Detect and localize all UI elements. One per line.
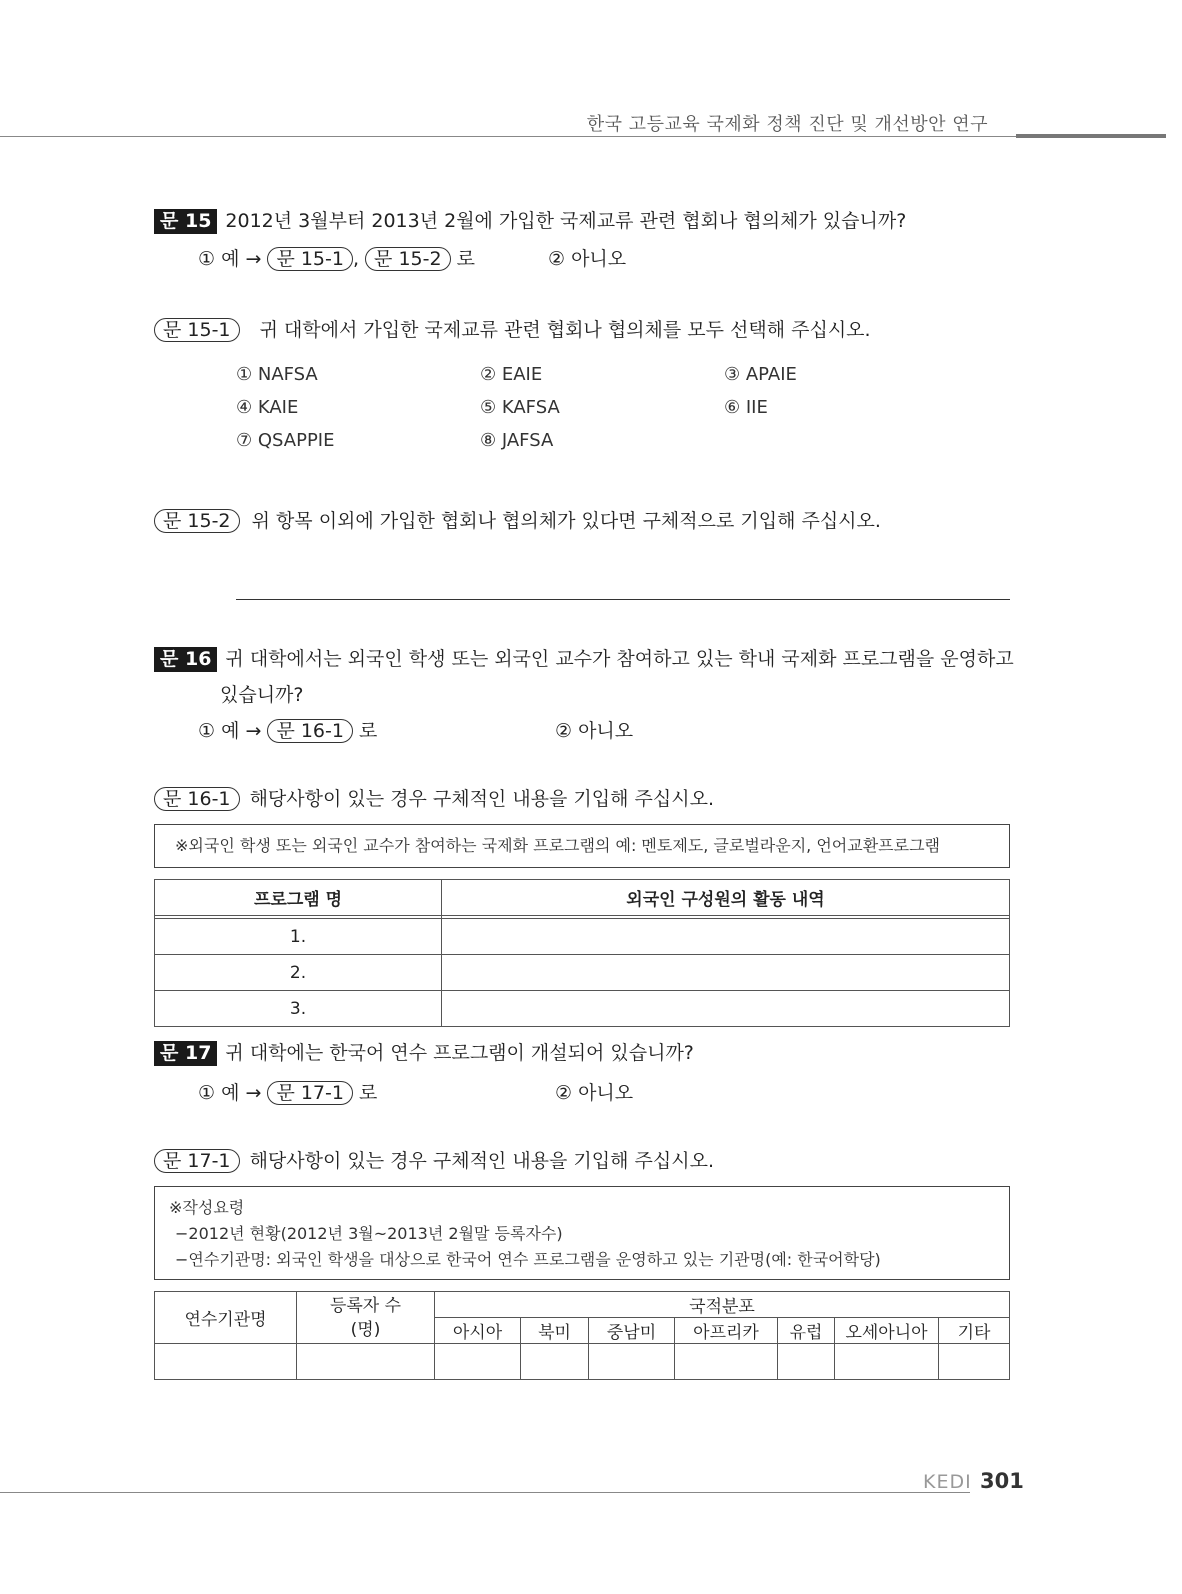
ref-q15-1: 문 15-1: [267, 247, 353, 271]
input-cell[interactable]: [155, 1344, 297, 1380]
table-row: [155, 919, 1010, 955]
option-label: ① 예 →: [198, 720, 262, 742]
table-row: [155, 1344, 1010, 1380]
header-region-europe: 유럽: [778, 1318, 835, 1344]
choice-qsappie[interactable]: ⑦ QSAPPIE: [236, 430, 335, 451]
header-nationality: 국적분포: [435, 1292, 1010, 1318]
question-16-continued: 있습니까?: [220, 684, 304, 706]
input-cell[interactable]: [675, 1344, 778, 1380]
answer-write-line[interactable]: [236, 599, 1010, 600]
input-cell[interactable]: [297, 1344, 435, 1380]
page-number: 301: [980, 1469, 1024, 1493]
header-enrollment-line2: (명): [350, 1319, 381, 1340]
question-text: 해당사항이 있는 경우 구체적인 내용을 기입해 주십시오.: [249, 788, 714, 810]
question-badge: 문 17: [154, 1041, 217, 1066]
goto-label: 로: [456, 248, 475, 270]
choice-iie[interactable]: ⑥ IIE: [724, 397, 768, 418]
header-region-other: 기타: [939, 1318, 1010, 1344]
footer-rule: [0, 1492, 970, 1493]
input-cell[interactable]: [835, 1344, 939, 1380]
header-rule: [0, 136, 1016, 137]
header-region-asia: 아시아: [435, 1318, 521, 1344]
activity-cell[interactable]: [442, 919, 1010, 955]
table-header-row: [155, 880, 1010, 916]
q15-option-yes[interactable]: [198, 244, 475, 271]
header-activity-details: 외국인 구성원의 활동 내역: [442, 880, 1010, 916]
input-cell[interactable]: [435, 1344, 521, 1380]
q15-option-no[interactable]: ② 아니오: [548, 248, 627, 270]
input-cell[interactable]: [778, 1344, 835, 1380]
input-cell[interactable]: [939, 1344, 1010, 1380]
question-16-1: [154, 786, 714, 812]
header-region-africa: 아프리카: [675, 1318, 778, 1344]
ref-q16-1-label: 문 16-1: [154, 787, 240, 811]
input-cell[interactable]: [521, 1344, 589, 1380]
choice-eaie[interactable]: ② EAIE: [480, 364, 543, 385]
program-table: [154, 879, 1010, 1027]
question-15-2: [154, 508, 881, 534]
q16-option-yes[interactable]: [198, 716, 377, 743]
instructions-line-2: −연수기관명: 외국인 학생을 대상으로 한국어 연수 프로그램을 운영하고 있는 기관명(예: 한국어학당): [175, 1250, 881, 1269]
input-cell[interactable]: [589, 1344, 675, 1380]
question-text: 위 항목 이외에 가입한 협회나 협의체가 있다면 구체적으로 기입해 주십시오.: [251, 510, 881, 532]
header-institution: 연수기관명: [155, 1292, 297, 1344]
table-row: [155, 991, 1010, 1027]
option-label: ① 예 →: [198, 248, 262, 270]
question-text: 해당사항이 있는 경우 구체적인 내용을 기입해 주십시오.: [249, 1150, 714, 1172]
q17-option-yes[interactable]: [198, 1078, 377, 1105]
header-enrollment: [297, 1292, 435, 1344]
row-number: 2.: [155, 955, 442, 991]
header-program-name: 프로그램 명: [155, 880, 442, 916]
table-row: [155, 955, 1010, 991]
header-region-north-america: 북미: [521, 1318, 589, 1344]
option-label: ① 예 →: [198, 1082, 262, 1104]
ref-q16-1: 문 16-1: [267, 719, 353, 743]
question-text: 2012년 3월부터 2013년 2월에 가입한 국제교류 관련 협회나 협의체가 있습니까?: [225, 210, 907, 232]
question-17: [154, 1040, 694, 1066]
row-number: 1.: [155, 919, 442, 955]
goto-label: 로: [359, 1082, 378, 1104]
question-16: [154, 646, 1014, 672]
question-15: [154, 208, 906, 234]
choice-apaie[interactable]: ③ APAIE: [724, 364, 797, 385]
question-text: 귀 대학에서는 외국인 학생 또는 외국인 교수가 참여하고 있는 학내 국제화 프로그램을 운영하고: [225, 648, 1014, 670]
header-region-latin-america: 중남미: [589, 1318, 675, 1344]
header-accent-bar: [1016, 134, 1166, 138]
q17-option-no[interactable]: ② 아니오: [555, 1082, 634, 1104]
ref-q15-2: 문 15-2: [365, 247, 451, 271]
activity-cell[interactable]: [442, 955, 1010, 991]
choice-kafsa[interactable]: ⑤ KAFSA: [480, 397, 560, 418]
choice-nafsa[interactable]: ① NAFSA: [236, 364, 318, 385]
footer-brand: KEDI: [923, 1471, 972, 1493]
header-enrollment-line1: 등록자 수: [329, 1295, 402, 1316]
question-text: 귀 대학에서 가입한 국제교류 관련 협회나 협의체를 모두 선택해 주십시오.: [259, 319, 871, 341]
ref-q15-2-label: 문 15-2: [154, 509, 240, 533]
question-badge: 문 15: [154, 209, 217, 234]
goto-label: 로: [359, 720, 378, 742]
ref-q15-1-label: 문 15-1: [154, 318, 240, 342]
question-text: 귀 대학에는 한국어 연수 프로그램이 개설되어 있습니까?: [225, 1042, 694, 1064]
row-number: 3.: [155, 991, 442, 1027]
q16-option-no[interactable]: ② 아니오: [555, 720, 634, 742]
language-program-table: [154, 1291, 1010, 1380]
ref-q17-1: 문 17-1: [267, 1081, 353, 1105]
running-header: 한국 고등교육 국제화 정책 진단 및 개선방안 연구: [586, 114, 988, 135]
header-region-oceania: 오세아니아: [835, 1318, 939, 1344]
example-note-box: [154, 824, 1010, 868]
activity-cell[interactable]: [442, 991, 1010, 1027]
instructions-title: ※작성요령: [169, 1198, 245, 1217]
choice-kaie[interactable]: ④ KAIE: [236, 397, 299, 418]
instructions-line-1: −2012년 현황(2012년 3월~2013년 2월말 등록자수): [175, 1224, 563, 1243]
question-badge: 문 16: [154, 647, 217, 672]
separator: ,: [352, 248, 359, 270]
example-note: ※외국인 학생 또는 외국인 교수가 참여하는 국제화 프로그램의 예: 멘토제도, 글로벌라운지, 언어교환프로그램: [175, 836, 940, 855]
ref-q17-1-label: 문 17-1: [154, 1149, 240, 1173]
question-17-1: [154, 1148, 714, 1174]
question-15-1: [154, 317, 871, 343]
choice-jafsa[interactable]: ⑧ JAFSA: [480, 430, 554, 451]
instructions-box: [154, 1186, 1010, 1280]
